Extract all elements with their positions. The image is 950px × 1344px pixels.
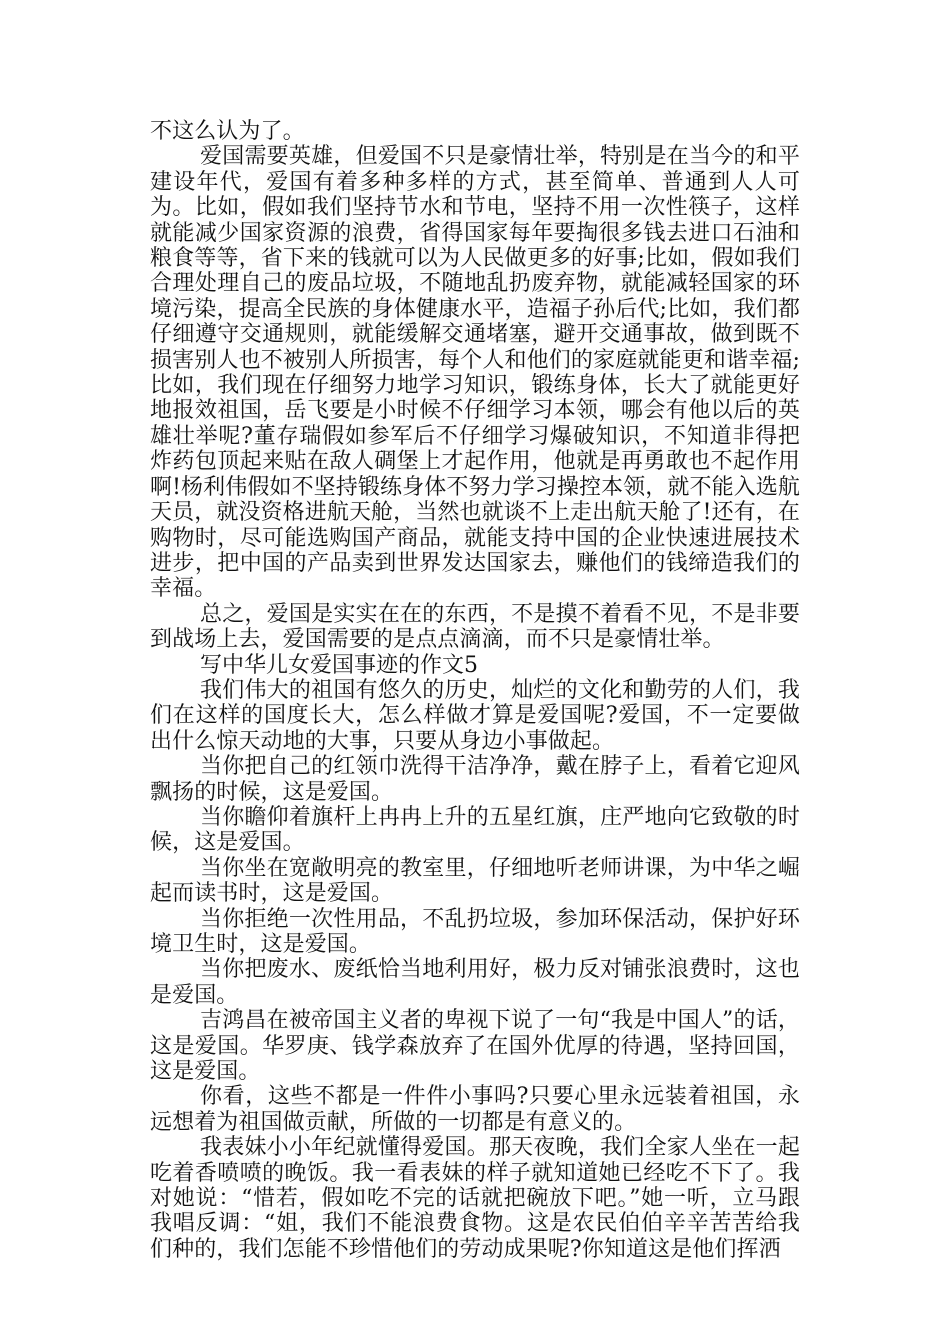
paragraph-11: 吉鸿昌在被帝国主义者的卑视下说了一句“我是中国人”的话，这是爱国。华罗庚、钱学森放弃了在国外优厚的待遇，坚持回国，这是爱国。 <box>150 1008 800 1085</box>
section-heading: 写中华儿女爱国事迹的作文5 <box>200 652 478 678</box>
paragraph-12: 你看，这些不都是一件件小事吗?只要心里永远装着祖国，永远想着为祖国做贡献，所做的一切都是有意义的。 <box>150 1084 800 1135</box>
paragraph-8: 当你坐在宽敞明亮的教室里，仔细地听老师讲课，为中华之崛起而读书时，这是爱国。 <box>150 855 800 907</box>
paragraph-1: 不这么认为了。 <box>150 119 305 144</box>
paragraph-7: 当你瞻仰着旗杆上冉冉上升的五星红旗，庄严地向它致敬的时候，这是爱国。 <box>150 804 800 856</box>
paragraph-5: 我们伟大的祖国有悠久的历史，灿烂的文化和勤劳的人们，我们在这样的国度长大，怎么样做才算是爱国呢?爱国，不一定要做出什么惊天动地的大事，只要从身边小事做起。 <box>150 677 800 754</box>
paragraph-9: 当你拒绝一次性用品，不乱扔垃圾，参加环保活动，保护好环境卫生时，这是爱国。 <box>150 906 800 957</box>
paragraph-10: 当你把废水、废纸恰当地利用好，极力反对铺张浪费时，这也是爱国。 <box>150 957 800 1008</box>
paragraph-3: 总之，爱国是实实在在的东西，不是摸不着看不见，不是非要到战场上去，爱国需要的是点点滴滴，而不只是豪情壮举。 <box>150 601 800 653</box>
paragraph-2: 爱国需要英雄，但爱国不只是豪情壮举，特别是在当今的和平建设年代，爱国有着多种多样的方式，甚至简单、普通到人人可为。比如，假如我们坚持节水和节电，坚持不用一次性筷子，这样就能减少国家资源的浪费，省得国家每年要掏很多钱去进口石油和粮食等等，省下来的钱就可以为人民做更多的好事;比如，假如我们合理处理自己的废品垃圾，不随地乱扔废弃物，就能减轻国家的环境污染，提高全民族的身体健康水平，造福子孙后代;比如，我们都仔细遵守交通规则，就能缓解交通堵塞，避开交通事故，做到既不损害别人也不被别人所损害，每个人和他们的家庭就能更和谐幸福;比如，我们现在仔细努力地学习知识，锻练身体，长大了就能更好地报效祖国，岳飞要是小时候不仔细学习本领，哪会有他以后的英雄壮举呢?董存瑞假如参军后不仔细学习爆破知识，不知道非得把炸药包顶起来贴在敌人碉堡上才起作用，他就是再勇敢也不起作用啊!杨利伟假如不坚持锻练身体不努力学习操控本领，就不能入选航天员，就没资格进航天舱，当然也就谈不上走出航天舱了!还有，在购物时，尽可能选购国产商品，就能支持中国的企业快速进展技术进步，把中国的产品卖到世界发达国家去，赚他们的钱缔造我们的幸福。 <box>150 144 800 602</box>
paragraph-6: 当你把自己的红领巾洗得干洁净净，戴在脖子上，看着它迎风飘扬的时候，这是爱国。 <box>150 754 800 805</box>
paragraph-13: 我表妹小小年纪就懂得爱国。那天夜晚，我们全家人坐在一起吃着香喷喷的晚饭。我一看表妹的样子就知道她已经吃不下了。我对她说：“惜若，假如吃不完的话就把碗放下吧。”她一听，立马跟我唱反调：“姐，我们不能浪费食物。这是农民伯伯辛辛苦苦给我们种的，我们怎能不珍惜他们的劳动成果呢?你知道这是他们挥洒 <box>150 1135 800 1262</box>
